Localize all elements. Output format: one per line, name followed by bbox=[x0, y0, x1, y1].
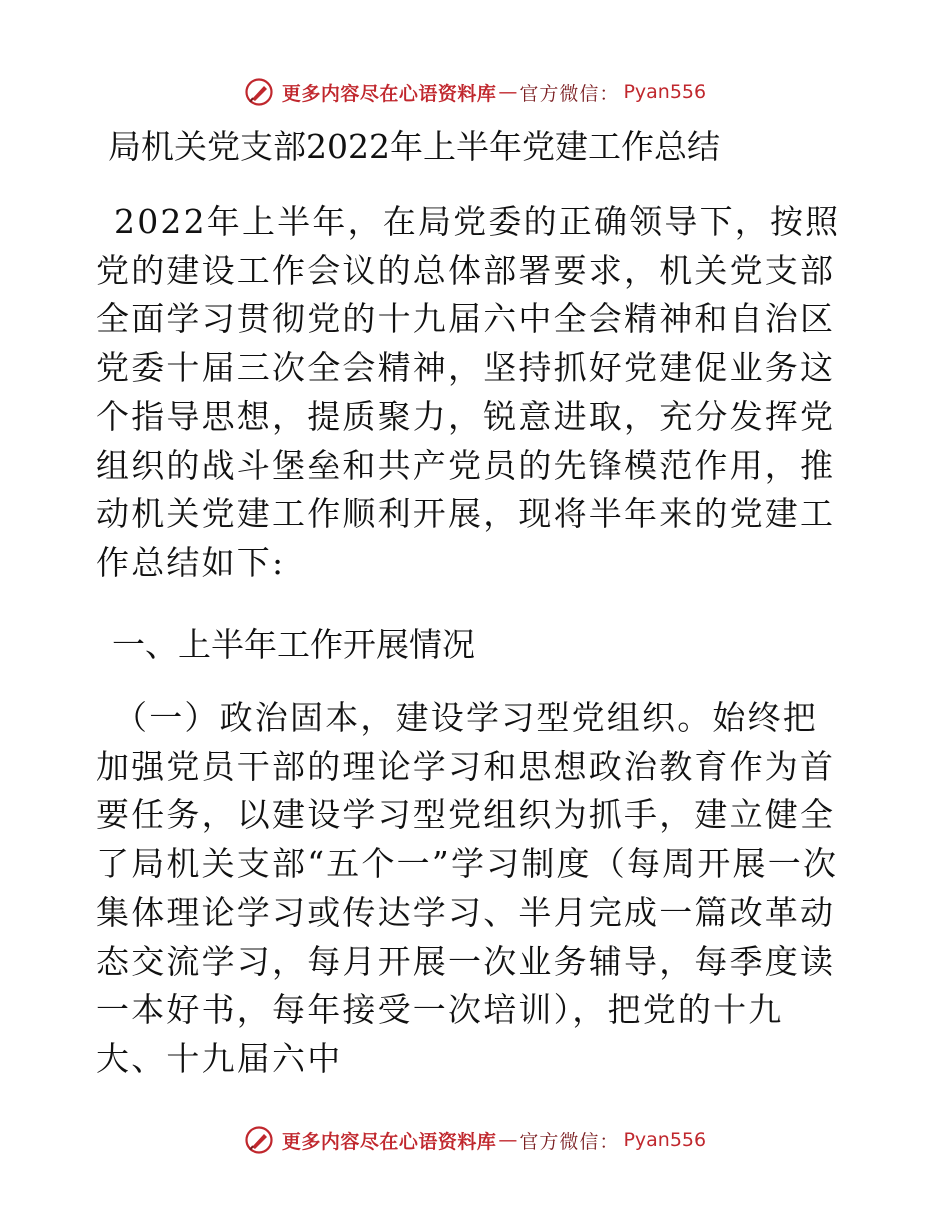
watermark-dash: — bbox=[498, 1129, 518, 1151]
watermark-banner-bottom bbox=[0, 1120, 950, 1160]
watermark-wechat-label: 官方微信： bbox=[519, 82, 620, 105]
watermark-wechat-label: 官方微信： bbox=[519, 1130, 620, 1153]
paragraph-intro: 2022年上半年，在局党委的正确领导下，按照党的建设工作会议的总体部署要求，机关党支部全面学习贯彻党的十九届六中全会精神和自治区党委十届三次全会精神，坚持抓好党建促业务这个指导思想，提质聚力，锐意进取，充分发挥党组织的战斗堡垒和共产党员的先锋模范作用，推动机关党建工作顺利开展，现将半年来的党建工作总结如下: bbox=[96, 202, 841, 582]
section-heading: 一、上半年工作开展情况 bbox=[112, 625, 475, 664]
quill-pen-circle-icon bbox=[244, 77, 274, 107]
watermark-wechat-id: Pyan556 bbox=[623, 1129, 707, 1151]
watermark-banner-top bbox=[0, 72, 950, 112]
paragraph-political: （一）政治固本，建设学习型党组织。始终把加强党员干部的理论学习和思想政治教育作为首要任务，以建设学习型党组织为抓手，建立健全了局机关支部“五个一”学习制度（每周开展一次集体理论学习或传达学习、半月完成一篇改革动态交流学习，每月开展一次业务辅导，每季度读一本好书，每年接受一次培训），把党的十九大、十九届六中 bbox=[96, 698, 839, 1078]
watermark-wechat-id: Pyan556 bbox=[623, 81, 707, 103]
watermark-site-text: 更多内容尽在心语资料库 bbox=[281, 82, 497, 105]
watermark-site-text: 更多内容尽在心语资料库 bbox=[281, 1130, 497, 1153]
document-title: 局机关党支部2022年上半年党建工作总结 bbox=[108, 127, 720, 166]
quill-pen-circle-icon bbox=[244, 1125, 274, 1155]
watermark-dash: — bbox=[498, 81, 518, 103]
